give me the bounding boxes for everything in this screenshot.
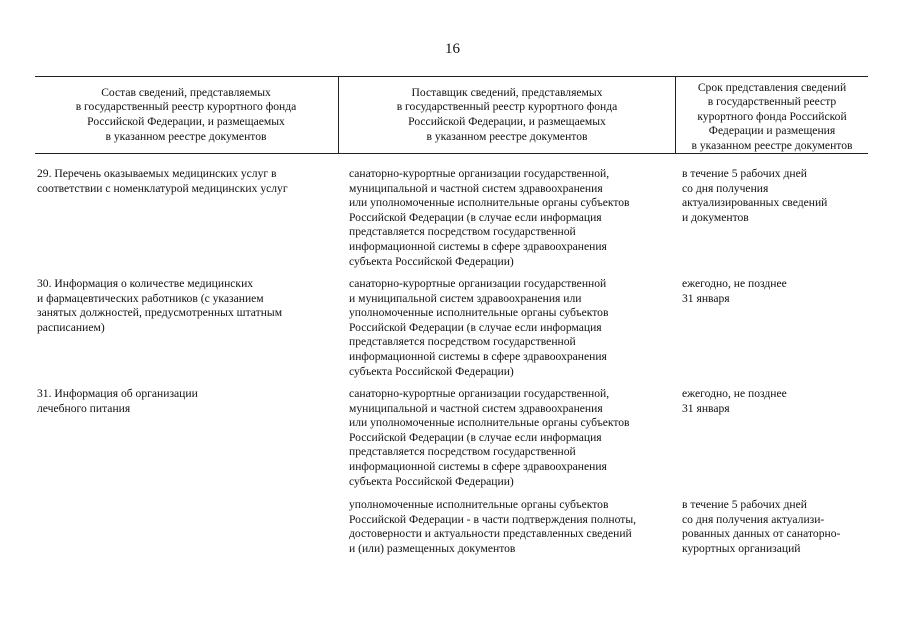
row-supplier-text: уполномоченные исполнительные органы субъектов Российской Федерации - в части подтверждения полноты, достоверности и актуальности представленных сведений и (или) размещенных документов	[349, 498, 637, 555]
row-deadline-text: ежегодно, не позднее 31 января	[682, 387, 787, 415]
row-item-text: 29. Перечень оказываемых медицинских услуг в соответствии с номенклатурой медицинских услуг	[37, 167, 288, 195]
header-supplier-label: Поставщик сведений, представляемых в государственный реестр курортного фонда Российской Федерации, и размещаемых в указанном реестре документов	[396, 85, 618, 143]
header-cell-deadline	[675, 77, 868, 153]
row-deadline-text: ежегодно, не позднее 31 января	[682, 277, 787, 305]
table-header	[35, 76, 868, 154]
row-deadline-text: в течение 5 рабочих дней со дня получения актуализированных сведений и документов	[682, 167, 828, 224]
header-deadline-label: Срок представления сведений в государственный реестр курортного фонда Российской Федерации и размещения в указанном реестре документов	[691, 80, 853, 152]
row-supplier-text: санаторно-курортные организации государственной, муниципальной и частной систем здравоохранения или уполномоченные исполнительные органы субъектов Российской Федерации (в случае если информация представляется посредством государственной информационной системы в сфере здравоохранения субъекта Российской Федерации)	[349, 167, 630, 268]
page-number: 16	[445, 41, 460, 57]
row-item-text: 30. Информация о количестве медицинских и фармацевтических работников (с указанием занятых должностей, предусмотренных штатным расписанием)	[37, 277, 283, 334]
row-supplier-text: санаторно-курортные организации государственной, муниципальной и частной систем здравоохранения или уполномоченные исполнительные органы субъектов Российской Федерации (в случае если информация представляется посредством государственной информационной системы в сфере здравоохранения субъекта Российской Федерации)	[349, 387, 630, 488]
row-deadline-text: в течение 5 рабочих дней со дня получения актуализи- рованных данных от санаторно- курортных организаций	[682, 498, 841, 555]
row-item-text: 31. Информация об организации лечебного питания	[37, 387, 198, 415]
header-composition-label: Состав сведений, представляемых в государственный реестр курортного фонда Российской Федерации, и размещаемых в указанном реестре документов	[75, 85, 297, 143]
header-cell-supplier	[338, 77, 675, 153]
header-cell-composition	[35, 77, 337, 153]
row-supplier-text: санаторно-курортные организации государственной и муниципальной систем здравоохранения или уполномоченные исполнительные органы субъектов Российской Федерации (в случае если информация представляется посредством государственной информационной системы в сфере здравоохранения субъекта Российской Федерации)	[349, 277, 609, 378]
